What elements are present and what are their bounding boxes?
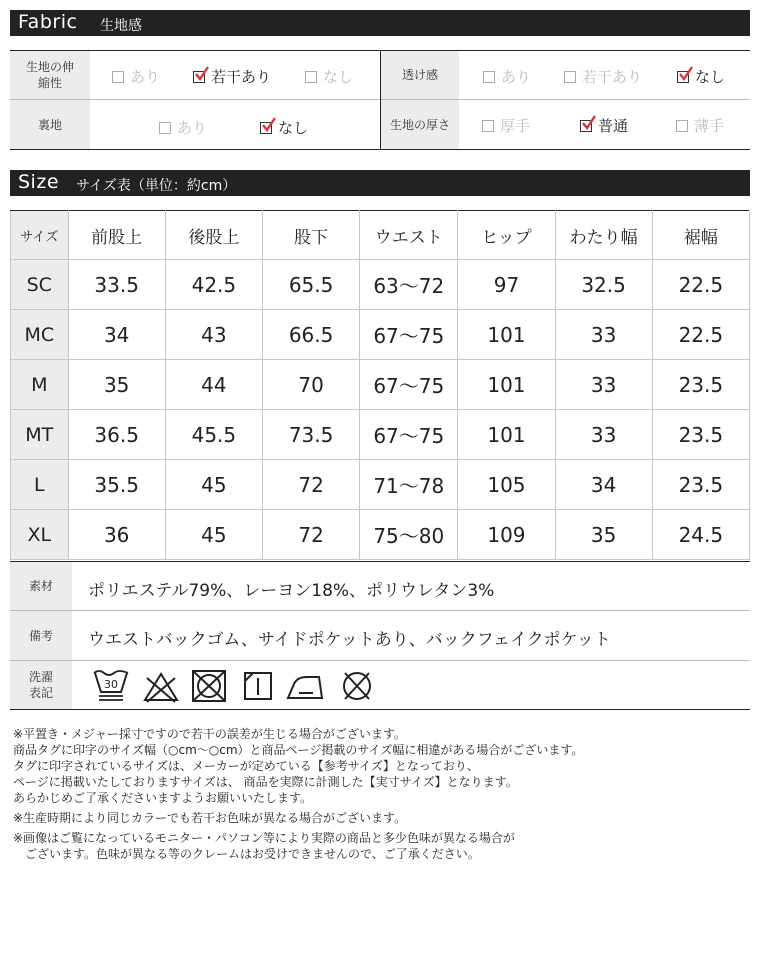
fabric-option-label: 若干あり (211, 68, 272, 86)
size-subtitle: サイズ表（単位：約cm） (76, 178, 237, 194)
fabric-option (564, 66, 642, 87)
fabric-option (580, 115, 628, 136)
size-value-cell: 22.5 (652, 310, 749, 360)
size-header-cell: サイズ (11, 211, 69, 260)
fabric-option-label: なし (278, 119, 309, 137)
info-border-2 (10, 660, 750, 661)
no-dry-clean-icon (338, 668, 376, 704)
size-value-cell: 45 (165, 510, 262, 560)
size-label-cell: XL (11, 510, 69, 560)
size-value-cell: 67〜75 (360, 410, 458, 460)
size-value-cell: 33 (555, 310, 652, 360)
size-value-cell: 32.5 (555, 260, 652, 310)
table-row (11, 460, 750, 510)
size-header-cell: 裾幅 (652, 211, 749, 260)
size-value-cell: 23.5 (652, 410, 749, 460)
material-value: ポリエステル79%、レーヨン18%、ポリウレタン3% (88, 581, 495, 601)
size-value-cell: 45.5 (165, 410, 262, 460)
size-header-row (11, 211, 750, 260)
size-value-cell: 35 (68, 360, 165, 410)
table-row (11, 510, 750, 560)
svg-text:30: 30 (104, 678, 118, 691)
checkbox-icon (483, 71, 495, 83)
checkbox-icon (482, 120, 494, 132)
size-value-cell: 23.5 (652, 360, 749, 410)
size-title: Size (18, 171, 60, 193)
checkbox-icon (159, 122, 171, 134)
stretch-label: 生地の伸縮性 (10, 51, 90, 99)
size-value-cell: 75〜80 (360, 510, 458, 560)
fabric-option (159, 117, 207, 138)
size-label-cell: MC (11, 310, 69, 360)
note-line: あらかじめご了承くださいますようお願いいたします。 (13, 791, 313, 805)
size-value-cell: 44 (165, 360, 262, 410)
fabric-option (260, 117, 308, 138)
fabric-option (676, 115, 724, 136)
size-value-cell: 67〜75 (360, 360, 458, 410)
info-border-1 (10, 610, 750, 611)
size-value-cell: 24.5 (652, 510, 749, 560)
note-line: ページに掲載いたしておりますサイズは、 商品を実際に計測した【実寸サイズ】となります。 (13, 775, 518, 789)
size-label-cell: M (11, 360, 69, 410)
size-value-cell: 101 (458, 360, 555, 410)
size-value-cell: 72 (262, 510, 359, 560)
fabric-option-label: 厚手 (500, 117, 531, 135)
fabric-option (193, 66, 271, 87)
table-row (11, 260, 750, 310)
checkbox-icon (112, 71, 124, 83)
fabric-option-label: 若干あり (582, 68, 643, 86)
size-value-cell: 66.5 (262, 310, 359, 360)
size-value-cell: 34 (68, 310, 165, 360)
remarks-label: 備考 (10, 611, 72, 660)
remarks-value: ウエストバックゴム、サイドポケットあり、バックフェイクポケット (88, 630, 611, 650)
info-bottom-border (10, 709, 750, 710)
checked-box-icon (193, 71, 205, 83)
lining-label: 裏地 (10, 100, 90, 149)
checked-box-icon (260, 122, 272, 134)
size-value-cell: 34 (555, 460, 652, 510)
size-value-cell: 33.5 (68, 260, 165, 310)
size-value-cell: 101 (458, 310, 555, 360)
size-value-cell: 105 (458, 460, 555, 510)
fabric-option-label: なし (323, 68, 354, 86)
fabric-option-label: あり (130, 68, 161, 86)
size-header-cell: 股下 (262, 211, 359, 260)
no-bleach-icon (142, 668, 180, 704)
fabric-option-label: あり (177, 119, 208, 137)
note-line: ※画像はご覧になっているモニター・パソコン等により実際の商品と多少色味が異なる場合が (13, 831, 515, 845)
wash-30-icon (92, 668, 130, 704)
size-value-cell: 33 (555, 410, 652, 460)
checkbox-icon (564, 71, 576, 83)
checkbox-icon (305, 71, 317, 83)
size-value-cell: 101 (458, 410, 555, 460)
table-row (11, 360, 750, 410)
no-tumble-dry-icon (190, 668, 228, 704)
note-line: 商品タグに印字のサイズ幅（○cm〜○cm）と商品ページ掲載のサイズ幅に相違がある場合がございます。 (13, 743, 584, 757)
size-value-cell: 35 (555, 510, 652, 560)
size-value-cell: 23.5 (652, 460, 749, 510)
thickness-label: 生地の厚さ (381, 100, 459, 149)
fabric-option-label: なし (695, 68, 726, 86)
size-value-cell: 65.5 (262, 260, 359, 310)
size-header-cell: 後股上 (165, 211, 262, 260)
fabric-option (112, 66, 160, 87)
size-header-cell: ヒップ (458, 211, 555, 260)
size-header-cell: わたり幅 (555, 211, 652, 260)
notes-block (13, 726, 583, 862)
size-value-cell: 67〜75 (360, 310, 458, 360)
size-value-cell: 72 (262, 460, 359, 510)
fabric-option-label: 薄手 (694, 117, 725, 135)
material-label: 素材 (10, 562, 72, 610)
fabric-title: Fabric (18, 11, 78, 33)
size-value-cell: 73.5 (262, 410, 359, 460)
info-top-border (10, 561, 750, 562)
note-line: ※平置き・メジャー採寸ですので若干の誤差が生じる場合がございます。 (13, 727, 406, 741)
size-value-cell: 97 (458, 260, 555, 310)
fabric-option-label: 普通 (598, 117, 629, 135)
care-label: 洗濯表記 (10, 661, 72, 709)
checked-box-icon (580, 120, 592, 132)
size-value-cell: 35.5 (68, 460, 165, 510)
fabric-option-label: あり (501, 68, 532, 86)
fabric-option (482, 115, 530, 136)
size-header (10, 170, 750, 196)
size-value-cell: 22.5 (652, 260, 749, 310)
size-value-cell: 70 (262, 360, 359, 410)
size-table (10, 210, 750, 560)
note-line: ※生産時期により同じカラーでも若干お色味が異なる場合がございます。 (13, 811, 407, 825)
checkbox-icon (676, 120, 688, 132)
drip-dry-shade-icon (240, 668, 276, 704)
size-value-cell: 36 (68, 510, 165, 560)
note-line: タグに印字されているサイズは、メーカーが定めている【参考サイズ】となっており、 (13, 759, 479, 773)
table-row (11, 310, 750, 360)
size-label-cell: SC (11, 260, 69, 310)
iron-low-icon (285, 668, 327, 704)
size-value-cell: 45 (165, 460, 262, 510)
fabric-option (483, 66, 531, 87)
table-row (11, 410, 750, 460)
size-body (11, 260, 750, 560)
fabric-option (305, 66, 353, 87)
size-label-cell: MT (11, 410, 69, 460)
fabric-option (677, 66, 725, 87)
size-value-cell: 71〜78 (360, 460, 458, 510)
size-value-cell: 43 (165, 310, 262, 360)
checked-box-icon (677, 71, 689, 83)
fabric-subtitle: 生地感 (100, 18, 142, 34)
size-value-cell: 109 (458, 510, 555, 560)
size-label-cell: L (11, 460, 69, 510)
sheer-label: 透け感 (381, 51, 459, 99)
size-header-cell: 前股上 (68, 211, 165, 260)
size-value-cell: 42.5 (165, 260, 262, 310)
size-value-cell: 36.5 (68, 410, 165, 460)
size-header-cell: ウエスト (360, 211, 458, 260)
size-value-cell: 33 (555, 360, 652, 410)
size-value-cell: 63〜72 (360, 260, 458, 310)
note-line: ございます。色味が異なる等のクレームはお受けできませんので、ご了承ください。 (13, 847, 480, 861)
fabric-header (10, 10, 750, 36)
